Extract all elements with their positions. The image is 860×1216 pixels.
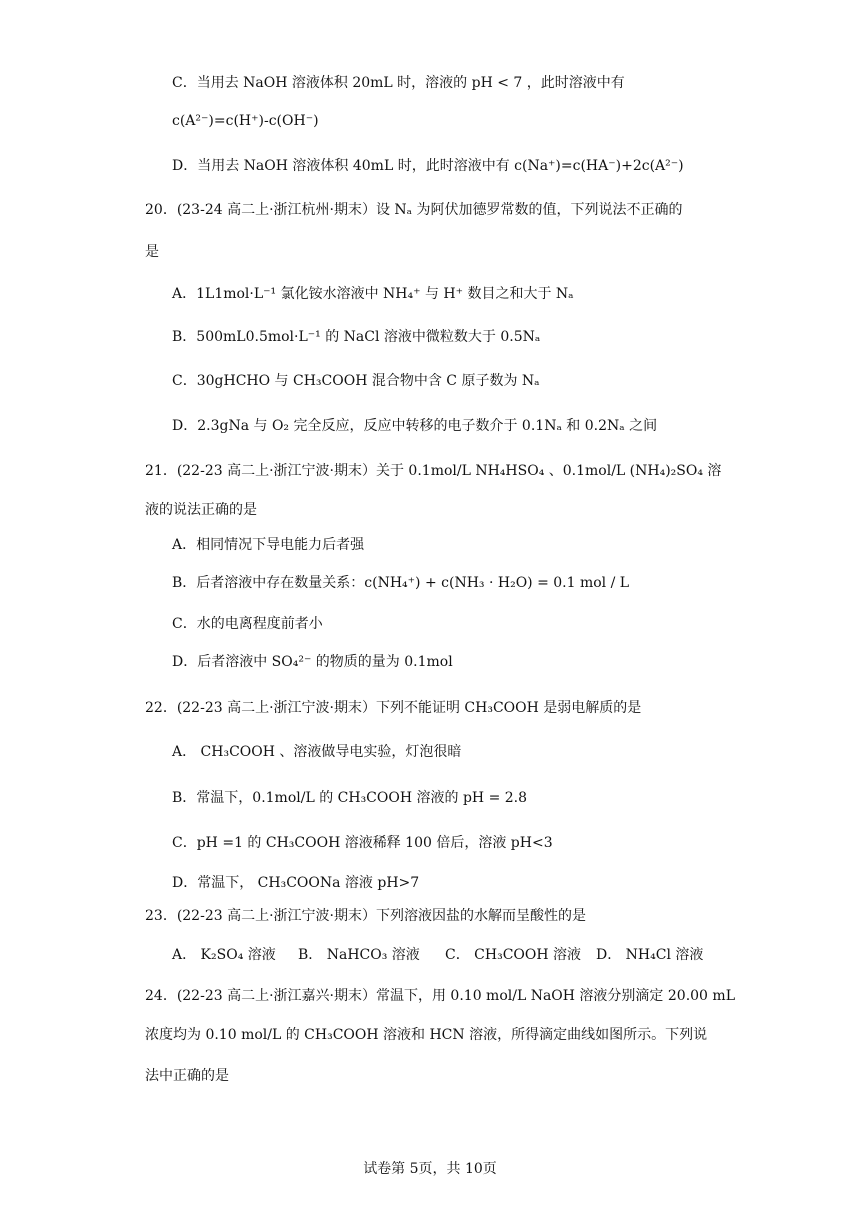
q23-option-b: B． NaHCO₃ 溶液	[298, 947, 420, 963]
q20-option-b: B．500mL0.5mol·L⁻¹ 的 NaCl 溶液中微粒数大于 0.5Nₐ	[172, 329, 541, 345]
q22-option-c: C．pH =1 的 CH₃COOH 溶液稀释 100 倍后，溶液 pH<3	[172, 835, 553, 851]
q22-option-a: A． CH₃COOH 、溶液做导电实验，灯泡很暗	[172, 744, 462, 760]
q21-option-b: B．后者溶液中存在数量关系：c(NH₄⁺) + c(NH₃ · H₂O) = 0.1 mol / L	[172, 575, 630, 591]
q20-option-c: C．30gHCHO 与 CH₃COOH 混合物中含 C 原子数为 Nₐ	[172, 373, 540, 389]
q19-option-d: D．当用去 NaOH 溶液体积 40mL 时，此时溶液中有 c(Na⁺)=c(HA⁻)+2c(A²⁻)	[172, 158, 684, 174]
q21-option-a: A．相同情况下导电能力后者强	[172, 537, 365, 553]
question-24-stem-cont: 浓度均为 0.10 mol/L 的 CH₃COOH 溶液和 HCN 溶液，所得滴定曲线如图所示。下列说	[145, 1027, 708, 1043]
q19-option-c: C．当用去 NaOH 溶液体积 20mL 时，溶液的 pH < 7 ，此时溶液中有	[172, 75, 625, 91]
question-20-stem: 20．(23-24 高二上·浙江杭州·期末）设 Nₐ 为阿伏加德罗常数的值，下列说法不正确的	[145, 202, 683, 218]
question-24-stem: 24．(22-23 高二上·浙江嘉兴·期末）常温下，用 0.10 mol/L NaOH 溶液分别滴定 20.00 mL	[145, 988, 735, 1004]
q21-option-d: D．后者溶液中 SO₄²⁻ 的物质的量为 0.1mol	[172, 654, 453, 670]
question-21-stem: 21．(22-23 高二上·浙江宁波·期末）关于 0.1mol/L NH₄HSO₄ 、0.1mol/L (NH₄)₂SO₄ 溶	[145, 463, 722, 479]
q19-option-c-formula: c(A²⁻)=c(H⁺)-c(OH⁻)	[172, 113, 319, 129]
question-24-stem-cont2: 法中正确的是	[145, 1068, 229, 1084]
q20-option-a: A．1L1mol·L⁻¹ 氯化铵水溶液中 NH₄⁺ 与 H⁺ 数目之和大于 Nₐ	[172, 286, 574, 302]
page-footer: 试卷第 5页，共 10页	[363, 1161, 497, 1177]
q23-option-a: A． K₂SO₄ 溶液	[172, 947, 276, 963]
q23-option-d: D． NH₄Cl 溶液	[596, 947, 704, 963]
q23-option-c: C． CH₃COOH 溶液	[445, 947, 582, 963]
q22-option-d: D．常温下， CH₃COONa 溶液 pH>7	[172, 875, 420, 891]
q20-option-d: D．2.3gNa 与 O₂ 完全反应，反应中转移的电子数介于 0.1Nₐ 和 0.2Nₐ 之间	[172, 418, 658, 434]
question-22-stem: 22．(22-23 高二上·浙江宁波·期末）下列不能证明 CH₃COOH 是弱电解质的是	[145, 700, 642, 716]
question-20-stem-cont: 是	[145, 244, 159, 260]
q21-option-c: C．水的电离程度前者小	[172, 616, 323, 632]
question-23-stem: 23．(22-23 高二上·浙江宁波·期末）下列溶液因盐的水解而呈酸性的是	[145, 908, 586, 924]
question-21-stem-cont: 液的说法正确的是	[145, 502, 257, 518]
q22-option-b: B．常温下，0.1mol/L 的 CH₃COOH 溶液的 pH = 2.8	[172, 790, 528, 806]
